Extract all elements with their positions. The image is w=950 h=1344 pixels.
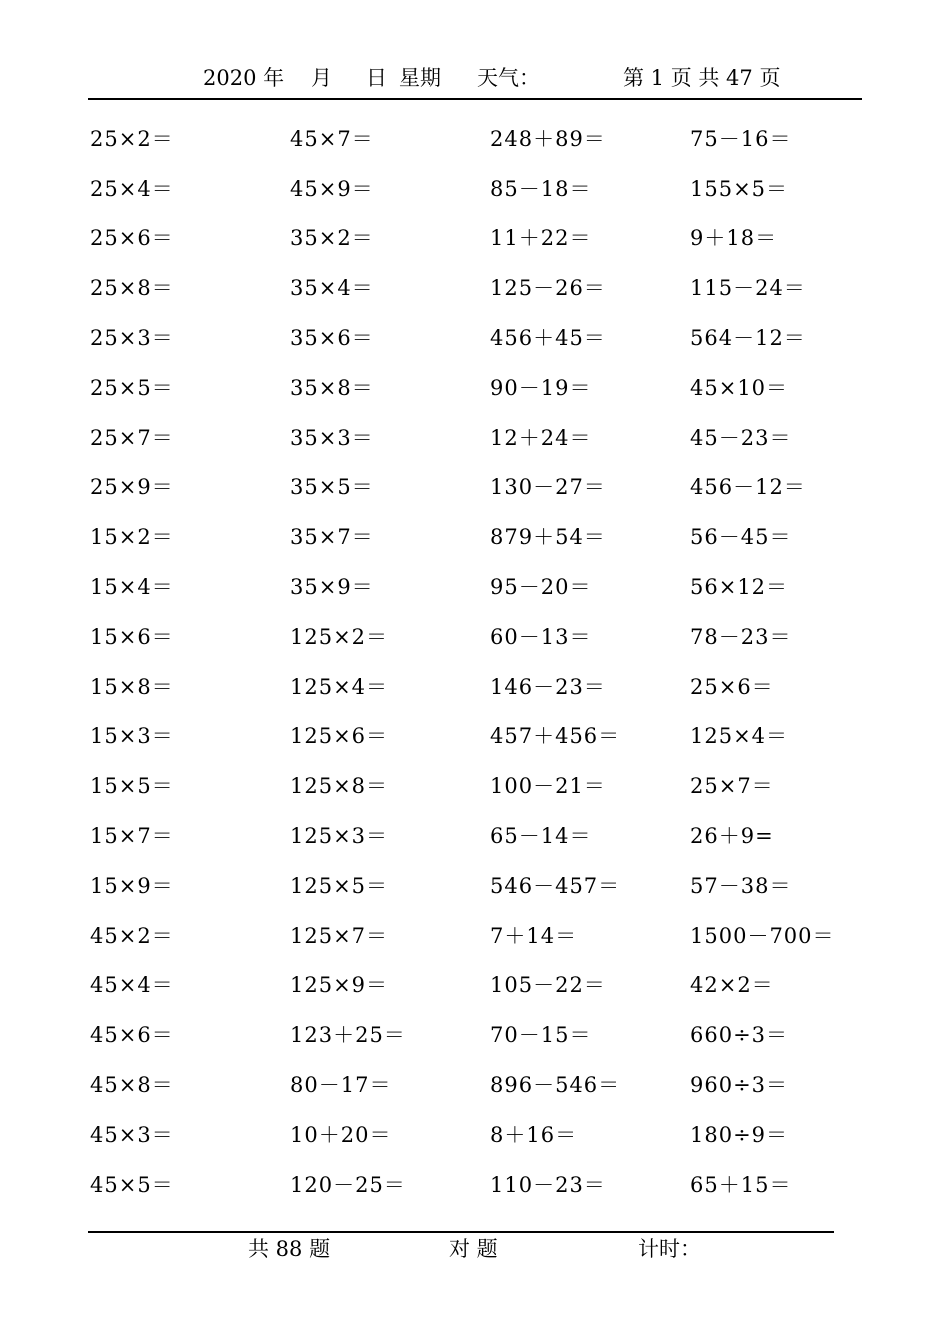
problem-item: 457＋456＝ (490, 724, 621, 749)
problem-item: 125×7＝ (290, 923, 389, 948)
problem-item: 35×9＝ (290, 575, 374, 600)
problem-item: 78－23＝ (690, 624, 792, 649)
problem-item: 120－25＝ (290, 1172, 406, 1197)
problem-item: 25×7＝ (90, 425, 174, 450)
problem-item: 25×2＝ (90, 126, 174, 151)
problem-row (90, 163, 890, 213)
problem-item: 26＋9= (690, 824, 774, 849)
problem-item: 896－546＝ (490, 1073, 621, 1098)
problem-item: 95－20＝ (490, 575, 592, 600)
problem-row (90, 1159, 890, 1209)
problem-item: 15×8＝ (90, 674, 174, 699)
problem-item: 75－16＝ (690, 126, 792, 151)
page-footer (0, 1233, 950, 1263)
problem-item: 45×10＝ (690, 375, 789, 400)
problem-row (90, 760, 890, 810)
problem-item: 45×9＝ (290, 176, 374, 201)
problem-row (90, 213, 890, 263)
header-month: 月 (311, 66, 332, 90)
header-weekday: 星期 (399, 66, 441, 90)
problem-item: 125－26＝ (490, 276, 606, 301)
problem-row (90, 262, 890, 312)
problem-item: 123＋25＝ (290, 1023, 406, 1048)
problem-row (90, 1059, 890, 1109)
problem-item: 42×2＝ (690, 973, 774, 998)
problem-row (90, 362, 890, 412)
problem-item: 35×6＝ (290, 326, 374, 351)
problem-item: 125×5＝ (290, 873, 389, 898)
problem-row (90, 810, 890, 860)
problem-item: 57－38＝ (690, 873, 792, 898)
problem-row (90, 860, 890, 910)
problem-item: 456－12＝ (690, 475, 806, 500)
problem-item: 90－19＝ (490, 375, 592, 400)
problem-row (90, 113, 890, 163)
problem-row (90, 561, 890, 611)
problem-row (90, 611, 890, 661)
problem-item: 110－23＝ (490, 1172, 606, 1197)
problem-item: 65－14＝ (490, 824, 592, 849)
problem-item: 15×4＝ (90, 575, 174, 600)
problem-item: 100－21＝ (490, 774, 606, 799)
problem-item: 7＋14＝ (490, 923, 578, 948)
problem-item: 35×8＝ (290, 375, 374, 400)
problem-item: 146－23＝ (490, 674, 606, 699)
problem-item: 564－12＝ (690, 326, 806, 351)
problem-item: 1500－700＝ (690, 923, 835, 948)
problem-item: 125×8＝ (290, 774, 389, 799)
problem-item: 15×6＝ (90, 624, 174, 649)
problem-row (90, 711, 890, 761)
problem-item: 660÷3＝ (690, 1023, 789, 1048)
problem-item: 45×5＝ (90, 1172, 174, 1197)
problem-item: 12＋24＝ (490, 425, 592, 450)
problem-item: 45×3＝ (90, 1122, 174, 1147)
problem-item: 25×9＝ (90, 475, 174, 500)
problem-item: 35×5＝ (290, 475, 374, 500)
problem-item: 45－23＝ (690, 425, 792, 450)
problem-item: 35×7＝ (290, 525, 374, 550)
problem-row (90, 412, 890, 462)
problem-item: 25×6＝ (690, 674, 774, 699)
problem-item: 960÷3＝ (690, 1073, 789, 1098)
problem-item: 80－17＝ (290, 1073, 392, 1098)
problem-item: 15×9＝ (90, 873, 174, 898)
problem-item: 248＋89＝ (490, 126, 606, 151)
problem-row (90, 661, 890, 711)
problem-row (90, 312, 890, 362)
problem-item: 115－24＝ (690, 276, 806, 301)
header-year: 2020 年 (203, 66, 285, 90)
problem-row (90, 511, 890, 561)
problem-item: 125×4＝ (290, 674, 389, 699)
problem-item: 25×8＝ (90, 276, 174, 301)
problem-item: 45×8＝ (90, 1073, 174, 1098)
problem-item: 15×5＝ (90, 774, 174, 799)
problem-item: 25×6＝ (90, 226, 174, 251)
problem-item: 130－27＝ (490, 475, 606, 500)
problem-item: 155×5＝ (690, 176, 789, 201)
header-rule (88, 98, 862, 100)
footer-correct: 对 题 (449, 1237, 498, 1261)
problem-item: 45×4＝ (90, 973, 174, 998)
problem-item: 45×7＝ (290, 126, 374, 151)
problem-row (90, 960, 890, 1010)
problem-row (90, 910, 890, 960)
problem-item: 65＋15＝ (690, 1172, 792, 1197)
header-day: 日 (366, 66, 387, 90)
problem-item: 60－13＝ (490, 624, 592, 649)
problem-grid (90, 113, 890, 1209)
problem-item: 546－457＝ (490, 873, 621, 898)
problem-item: 25×7＝ (690, 774, 774, 799)
page-header (0, 62, 950, 96)
problem-item: 125×4＝ (690, 724, 789, 749)
problem-item: 15×2＝ (90, 525, 174, 550)
problem-item: 45×2＝ (90, 923, 174, 948)
problem-item: 70－15＝ (490, 1023, 592, 1048)
problem-item: 11＋22＝ (490, 226, 592, 251)
problem-item: 125×6＝ (290, 724, 389, 749)
problem-row (90, 1109, 890, 1159)
footer-timer: 计时： (638, 1237, 701, 1261)
problem-item: 15×7＝ (90, 824, 174, 849)
problem-item: 879＋54＝ (490, 525, 606, 550)
problem-item: 56－45＝ (690, 525, 792, 550)
problem-item: 125×2＝ (290, 624, 389, 649)
problem-row (90, 462, 890, 512)
problem-item: 35×3＝ (290, 425, 374, 450)
problem-item: 125×3＝ (290, 824, 389, 849)
problem-item: 10＋20＝ (290, 1122, 392, 1147)
problem-item: 35×2＝ (290, 226, 374, 251)
problem-item: 9＋18＝ (690, 226, 778, 251)
problem-item: 25×3＝ (90, 326, 174, 351)
footer-total: 共 88 题 (248, 1237, 331, 1261)
problem-item: 8＋16＝ (490, 1122, 578, 1147)
header-page-info: 第 1 页 共 47 页 (623, 66, 781, 90)
problem-item: 25×5＝ (90, 375, 174, 400)
problem-item: 35×4＝ (290, 276, 374, 301)
problem-row (90, 1009, 890, 1059)
problem-item: 15×3＝ (90, 724, 174, 749)
problem-item: 180÷9＝ (690, 1122, 789, 1147)
problem-item: 25×4＝ (90, 176, 174, 201)
problem-item: 85－18＝ (490, 176, 592, 201)
problem-item: 125×9＝ (290, 973, 389, 998)
problem-item: 105－22＝ (490, 973, 606, 998)
header-weather: 天气： (477, 66, 540, 90)
problem-item: 56×12＝ (690, 575, 789, 600)
problem-item: 456＋45＝ (490, 326, 606, 351)
problem-item: 45×6＝ (90, 1023, 174, 1048)
